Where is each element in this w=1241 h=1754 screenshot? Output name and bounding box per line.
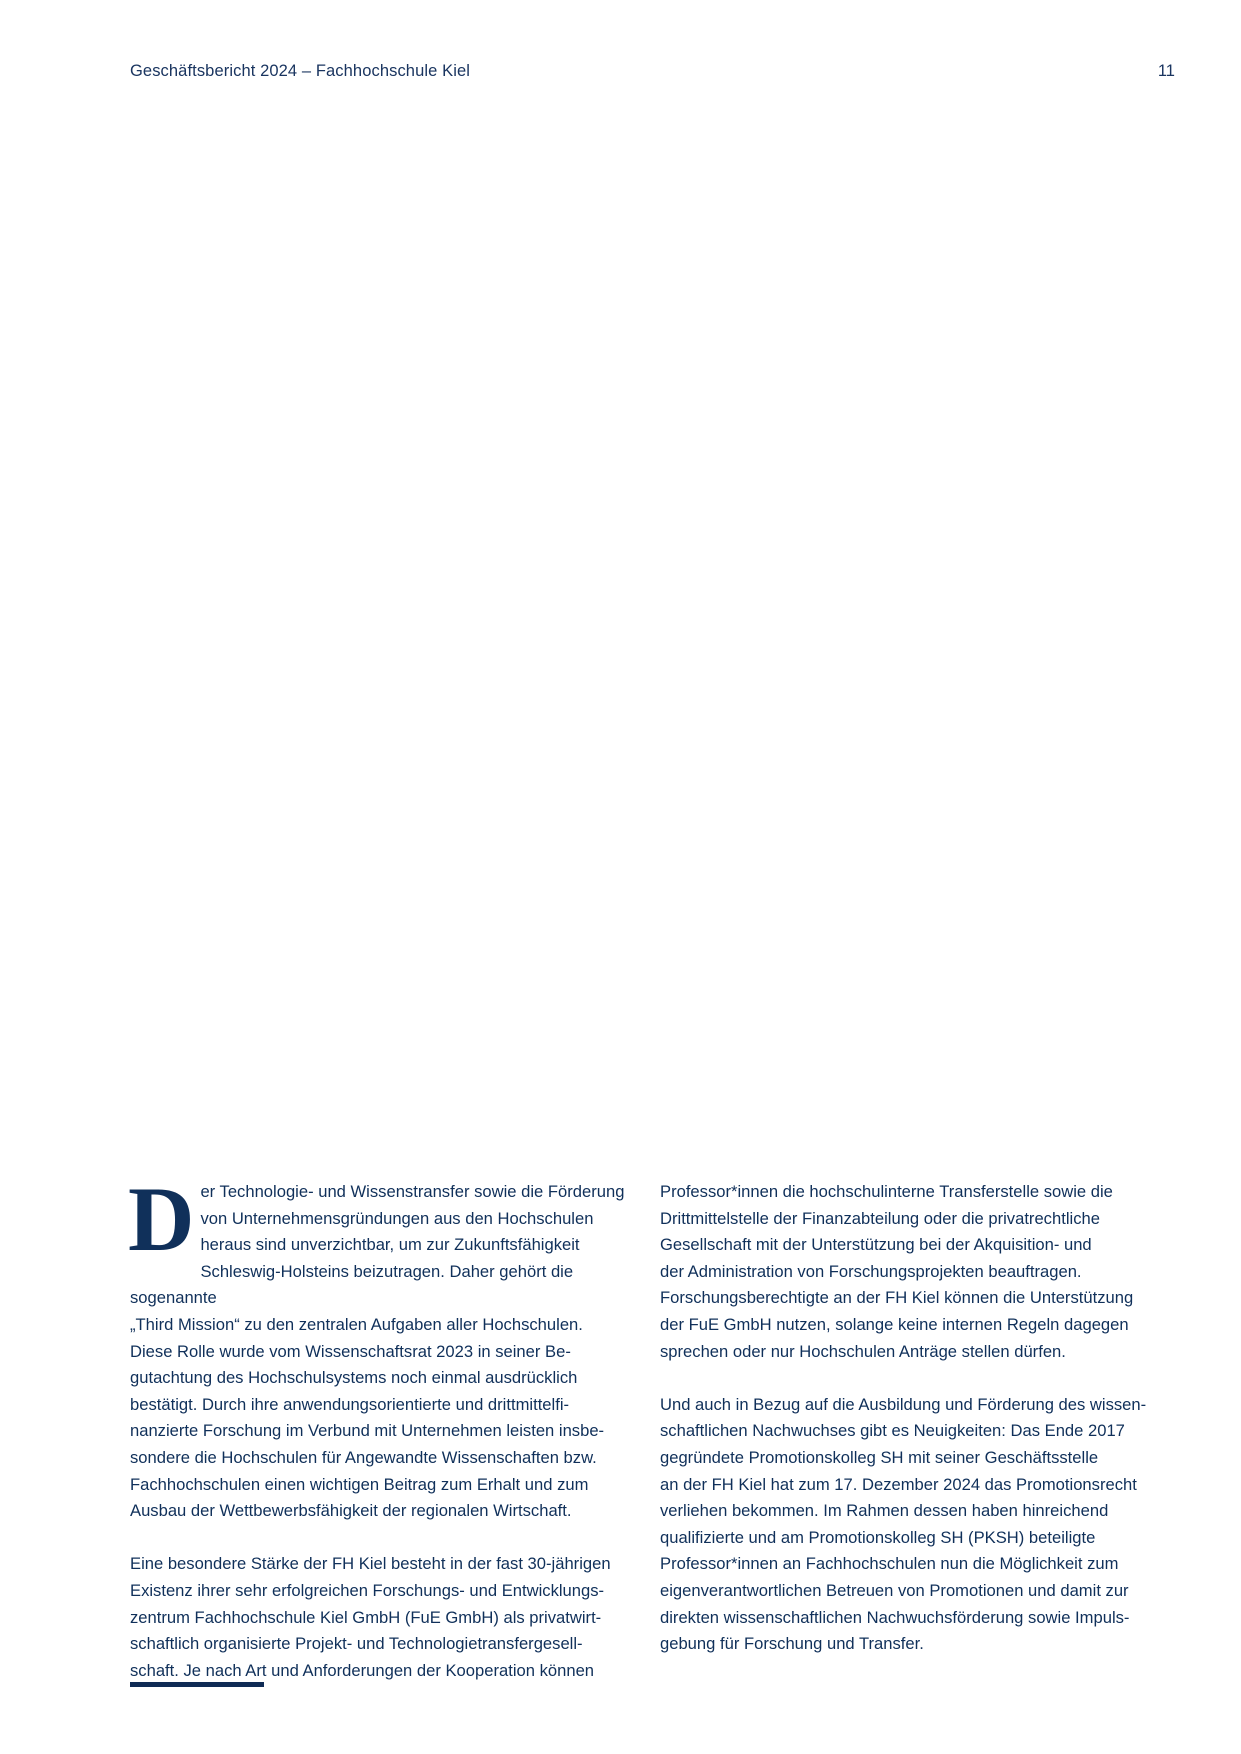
paragraph-transfer-support: Professor*innen die hochschulinterne Transferstelle sowie die Drittmittelstelle der Finanzabteilung oder die privatrechtliche Gesellschaft mit der Unterstützung bei der Akquisition- und der Administration von Forschungsprojekten beauftragen. Forschungsberechtigte an der FH Kiel können die Unterstützung der FuE GmbH nutzen, solange keine internen Regeln dagegen sprechen oder nur Hochschulen Anträge stellen dürfen.	[660, 1182, 1134, 1361]
drop-cap: D	[128, 1168, 195, 1270]
paragraph-intro	[128, 1168, 638, 1525]
paragraph-fue-gmbh: Eine besondere Stärke der FH Kiel besteht in der fast 30-jährigen Existenz ihrer sehr erfolgreichen Forschungs- und Entwicklungs- zentrum Fachhochschule Kiel GmbH (FuE GmbH) als privatwirt- schaftlich organisierte Projekt- und Technologietransfergesell- schaft. Je nach Art und Anforderungen der Kooperation können	[130, 1554, 611, 1680]
text-column-right	[660, 1179, 1168, 1658]
running-header-title: Geschäftsbericht 2024 – Fachhochschule Kiel	[130, 62, 470, 80]
paragraph-promotion: Und auch in Bezug auf die Ausbildung und Förderung des wissen- schaftlichen Nachwuchses gibt es Neuigkeiten: Das Ende 2017 gegründete Promotionskolleg SH mit seiner Geschäftsstelle an der FH Kiel hat zum 17. Dezember 2024 das Promotionsrecht verliehen bekommen. Im Rahmen dessen haben hinreichend qualifizierte und am Promotionskolleg SH (PKSH) beteiligte Professor*innen an Fachhochschulen nun die Möglichkeit zum eigenverantwortlichen Betreuen von Promotionen und damit zur direkten wissenschaftlichen Nachwuchsförderung sowie Impuls- gebung für Forschung und Transfer.	[660, 1394, 1147, 1654]
footer-rule	[130, 1682, 264, 1687]
text-column-left	[128, 1168, 638, 1684]
paragraph-intro-text: er Technologie- und Wissenstransfer sowie die Förderung von Unternehmensgründungen aus den Hochschulen heraus sind unverzichtbar, um zur Zukunftsfähigkeit Schleswig-Holsteins beizutragen. Daher gehört die sogenannte „Third Mission“ zu den zentralen Aufgaben aller Hochschulen. Diese Rolle wurde vom Wissenschaftsrat 2023 in seiner Be- gutachtung des Hochschulsystems noch einmal ausdrücklich bestätigt. Durch ihre anwendungsorientierte und drittmittelfi- nanzierte Forschung im Verbund mit Unternehmen leisten insbe- sondere die Hochschulen für Angewandte Wissenschaften bzw. Fachhochschulen einen wichtigen Beitrag zum Erhalt und zum Ausbau der Wettbewerbsfähigkeit der regionalen Wirtschaft.	[130, 1182, 625, 1521]
page-number: 11	[1157, 62, 1175, 80]
